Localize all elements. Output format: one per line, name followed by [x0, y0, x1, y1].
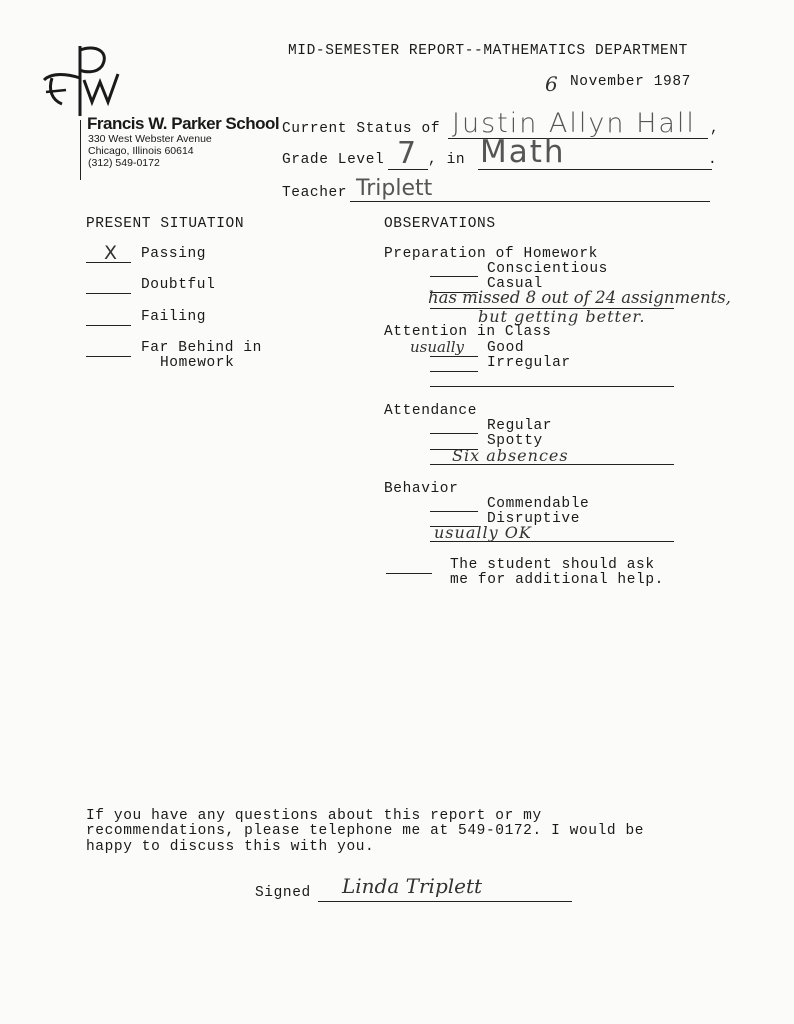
far-behind-label: Far Behind in: [141, 340, 262, 356]
signature: Linda Triplett: [342, 874, 483, 898]
phone-number: (312) 549-0172: [88, 157, 160, 169]
homework-comment-2: but getting better.: [478, 307, 646, 326]
grade-value: 7: [397, 136, 417, 171]
attendance-label: Attendance: [384, 403, 478, 419]
help-text-1: The student should ask: [450, 557, 655, 573]
behavior-comment: usually OK: [434, 523, 532, 542]
behavior-label: Behavior: [384, 481, 459, 497]
good-label: Good: [487, 340, 525, 356]
homework-comment: has missed 8 out of 24 assignments,: [428, 288, 731, 307]
irregular-label: Irregular: [487, 355, 571, 371]
help-text-2: me for additional help.: [450, 572, 664, 588]
address-line: Chicago, Illinois 60614: [88, 145, 194, 157]
footer-text-2: recommendations, please telephone me at 549-0172. I would be: [86, 823, 645, 839]
failing-label: Failing: [141, 309, 207, 325]
help-checkbox-line: [386, 573, 432, 574]
regular-label: Regular: [487, 418, 553, 434]
regular-line: [430, 433, 478, 434]
casual-label: Casual: [487, 276, 543, 292]
attention-comment-line: [430, 386, 674, 387]
attention-label: Attention in Class: [384, 324, 552, 340]
commendable-line: [430, 511, 478, 512]
signature-line: [318, 901, 572, 902]
date-day: 6: [545, 72, 558, 96]
far-behind-checkbox-line: [86, 356, 131, 357]
school-address: [88, 133, 212, 169]
in-label: , in: [428, 152, 466, 168]
footer-text-1: If you have any questions about this report or my: [86, 808, 542, 824]
conscientious-label: Conscientious: [487, 261, 608, 277]
student-name: Justin Allyn Hall: [452, 108, 696, 139]
school-name: Francis W. Parker School: [87, 114, 280, 133]
teacher-line: [350, 201, 710, 202]
subject-value: Math: [480, 134, 566, 170]
doubtful-checkbox-line: [86, 293, 131, 294]
teacher-value: Triplett: [356, 176, 433, 201]
attendance-comment: Six absences: [452, 446, 569, 465]
commendable-label: Commendable: [487, 496, 590, 512]
failing-checkbox-line: [86, 325, 131, 326]
address-line: 330 West Webster Avenue: [88, 133, 212, 145]
signed-label: Signed: [255, 885, 311, 901]
grade-label: Grade Level: [282, 152, 385, 168]
school-monogram-icon: [38, 42, 128, 120]
present-situation-heading: PRESENT SITUATION: [86, 216, 245, 232]
doubtful-label: Doubtful: [141, 277, 216, 293]
attention-mark: usually: [410, 338, 465, 356]
school-logo: [38, 42, 128, 120]
observations-heading: OBSERVATIONS: [384, 216, 496, 232]
good-line: [430, 356, 478, 357]
spotty-label: Spotty: [487, 433, 543, 449]
homework-label: Preparation of Homework: [384, 246, 598, 262]
footer-text-3: happy to discuss this with you.: [86, 839, 375, 855]
status-label: Current Status of: [282, 121, 441, 137]
date-text: November 1987: [570, 74, 691, 90]
period: .: [708, 152, 718, 168]
teacher-label: Teacher: [282, 185, 348, 201]
logo-divider: [80, 120, 81, 180]
conscientious-line: [430, 276, 478, 277]
report-title: MID-SEMESTER REPORT--MATHEMATICS DEPARTMENT: [288, 43, 688, 59]
comma: ,: [710, 121, 720, 137]
far-behind-label-2: Homework: [160, 355, 235, 371]
disruptive-label: Disruptive: [487, 511, 581, 527]
passing-label: Passing: [141, 246, 207, 262]
passing-mark: X: [104, 242, 118, 264]
irregular-line: [430, 371, 478, 372]
